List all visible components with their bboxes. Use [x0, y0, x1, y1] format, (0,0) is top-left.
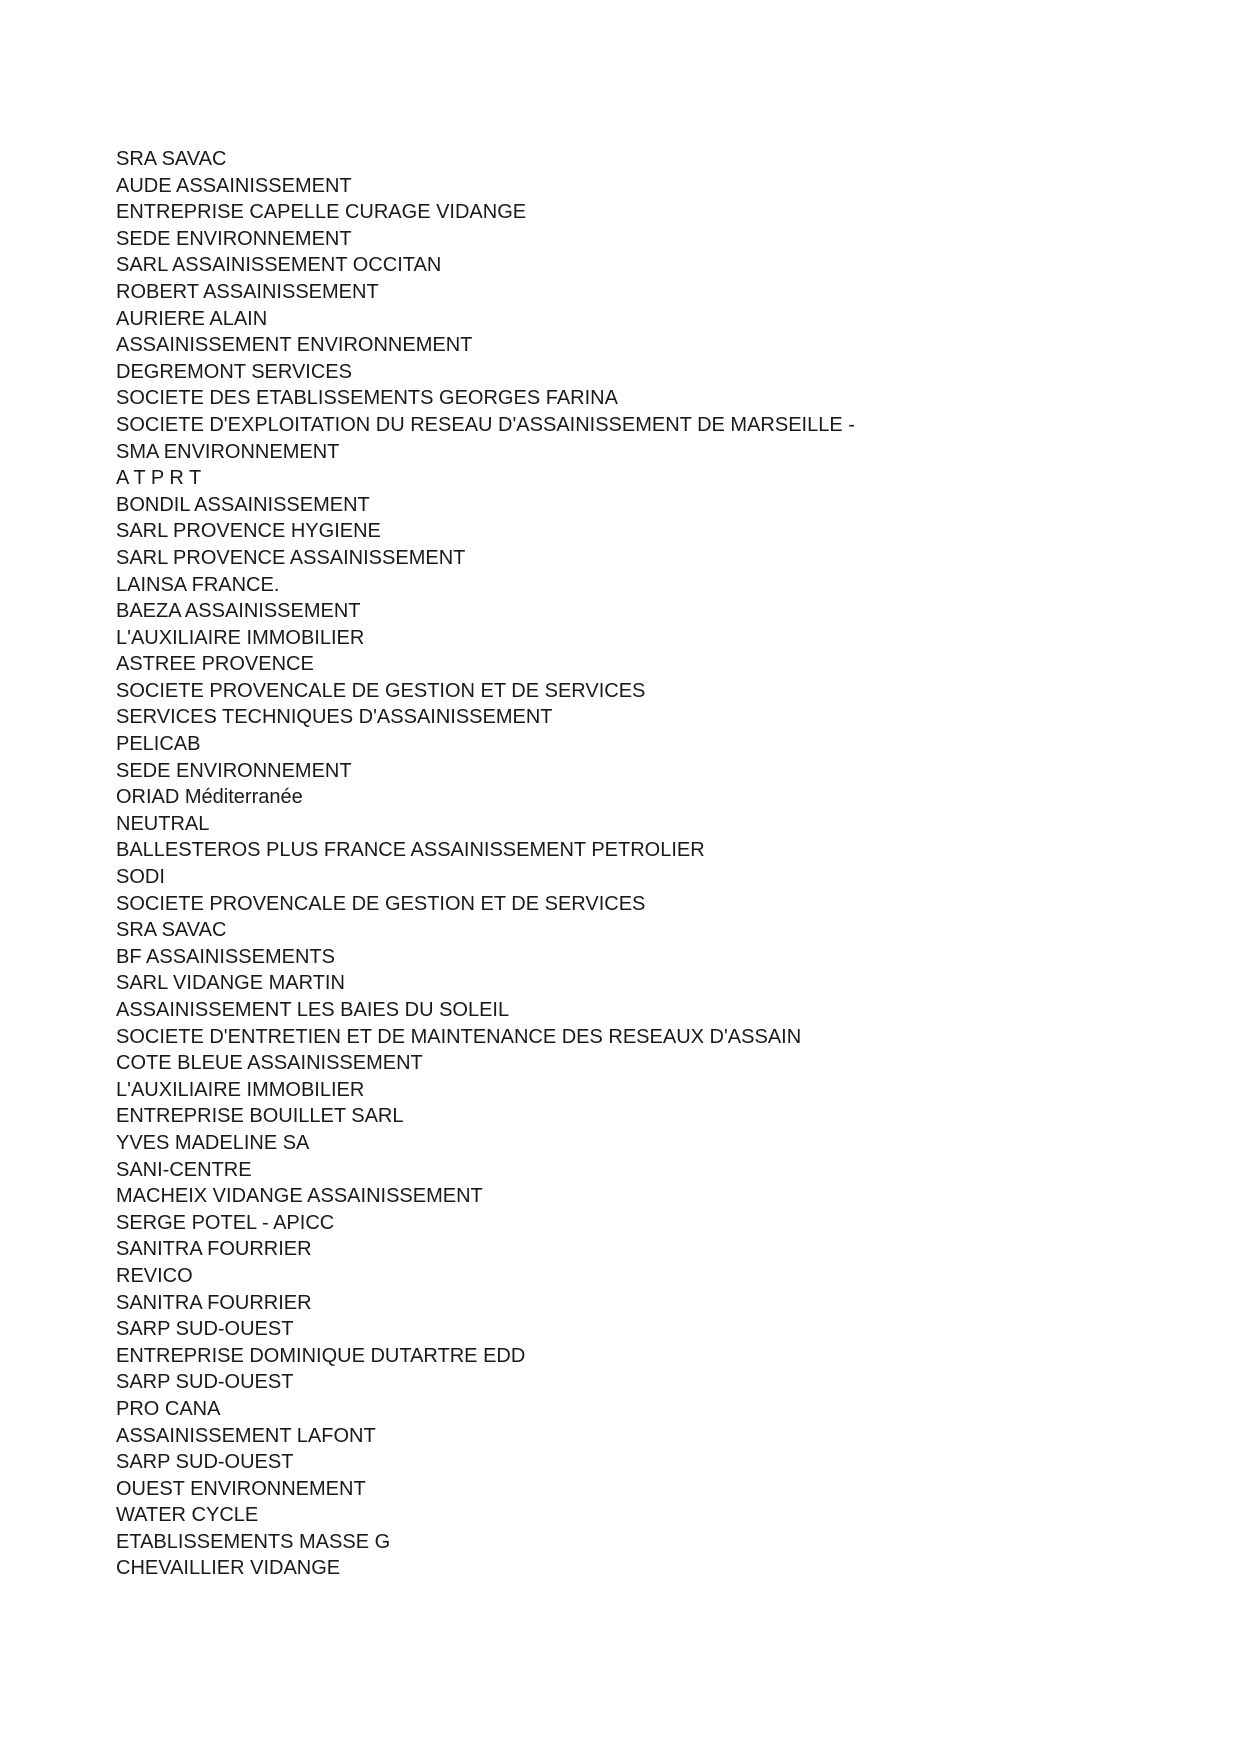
list-item: ENTREPRISE CAPELLE CURAGE VIDANGE [116, 201, 527, 224]
list-item: ASTREE PROVENCE [116, 653, 314, 676]
list-item: SERGE POTEL - APICC [116, 1211, 335, 1234]
list-item: SARL PROVENCE ASSAINISSEMENT [116, 546, 466, 569]
list-item: COTE BLEUE ASSAINISSEMENT [116, 1052, 423, 1075]
list-item: SARP SUD-OUEST [116, 1451, 294, 1474]
list-item: SEDE ENVIRONNEMENT [116, 759, 352, 782]
list-item: OUEST ENVIRONNEMENT [116, 1477, 366, 1500]
list-item: DEGREMONT SERVICES [116, 360, 352, 383]
list-item: BF ASSAINISSEMENTS [116, 945, 335, 968]
list-item: SOCIETE D'EXPLOITATION DU RESEAU D'ASSAINISSEMENT DE MARSEILLE - [116, 413, 855, 436]
list-item: SARP SUD-OUEST [116, 1371, 294, 1394]
list-item: NEUTRAL [116, 812, 210, 835]
list-item: SRA SAVAC [116, 919, 227, 942]
list-item: BONDIL ASSAINISSEMENT [116, 493, 370, 516]
company-list [116, 146, 855, 1582]
list-item: SARL VIDANGE MARTIN [116, 972, 345, 995]
list-item: SMA ENVIRONNEMENT [116, 440, 340, 463]
list-item: AURIERE ALAIN [116, 307, 268, 330]
list-item: LAINSA FRANCE. [116, 573, 280, 596]
list-item: ETABLISSEMENTS MASSE G [116, 1530, 391, 1553]
list-item: ENTREPRISE DOMINIQUE DUTARTRE EDD [116, 1344, 526, 1367]
list-item: SERVICES TECHNIQUES D'ASSAINISSEMENT [116, 706, 553, 729]
list-item: AUDE ASSAINISSEMENT [116, 174, 352, 197]
list-item: ORIAD Méditerranée [116, 786, 303, 809]
list-item: BALLESTEROS PLUS FRANCE ASSAINISSEMENT PETROLIER [116, 839, 705, 862]
list-item: SANI-CENTRE [116, 1158, 252, 1181]
list-item: ROBERT ASSAINISSEMENT [116, 280, 379, 303]
list-item: SARP SUD-OUEST [116, 1318, 294, 1341]
list-item: CHEVAILLIER VIDANGE [116, 1557, 341, 1580]
list-item: BAEZA ASSAINISSEMENT [116, 600, 361, 623]
list-item: SRA SAVAC [116, 148, 227, 170]
list-item: SOCIETE DES ETABLISSEMENTS GEORGES FARINA [116, 387, 618, 410]
list-item: L'AUXILIAIRE IMMOBILIER [116, 626, 365, 649]
list-item: PRO CANA [116, 1397, 221, 1420]
list-item: WATER CYCLE [116, 1504, 259, 1527]
list-item: SOCIETE PROVENCALE DE GESTION ET DE SERVICES [116, 679, 646, 702]
list-item: PELICAB [116, 733, 201, 756]
list-item: L'AUXILIAIRE IMMOBILIER [116, 1078, 365, 1101]
list-item: A T P R T [116, 467, 202, 490]
list-item: SOCIETE D'ENTRETIEN ET DE MAINTENANCE DES RESEAUX D'ASSAIN [116, 1025, 802, 1048]
list-item: ENTREPRISE BOUILLET SARL [116, 1105, 404, 1128]
list-item: SODI [116, 866, 165, 889]
list-item: ASSAINISSEMENT ENVIRONNEMENT [116, 334, 473, 357]
list-item: MACHEIX VIDANGE ASSAINISSEMENT [116, 1185, 483, 1208]
list-item: SARL ASSAINISSEMENT OCCITAN [116, 254, 442, 277]
list-item: SANITRA FOURRIER [116, 1291, 312, 1314]
list-item: YVES MADELINE SA [116, 1131, 310, 1154]
list-item: SANITRA FOURRIER [116, 1238, 312, 1261]
list-item: ASSAINISSEMENT LES BAIES DU SOLEIL [116, 999, 510, 1021]
list-item: ASSAINISSEMENT LAFONT [116, 1424, 376, 1447]
list-item: REVICO [116, 1264, 193, 1287]
list-item: SEDE ENVIRONNEMENT [116, 227, 352, 250]
list-item: SOCIETE PROVENCALE DE GESTION ET DE SERVICES [116, 892, 646, 915]
list-item: SARL PROVENCE HYGIENE [116, 520, 381, 543]
